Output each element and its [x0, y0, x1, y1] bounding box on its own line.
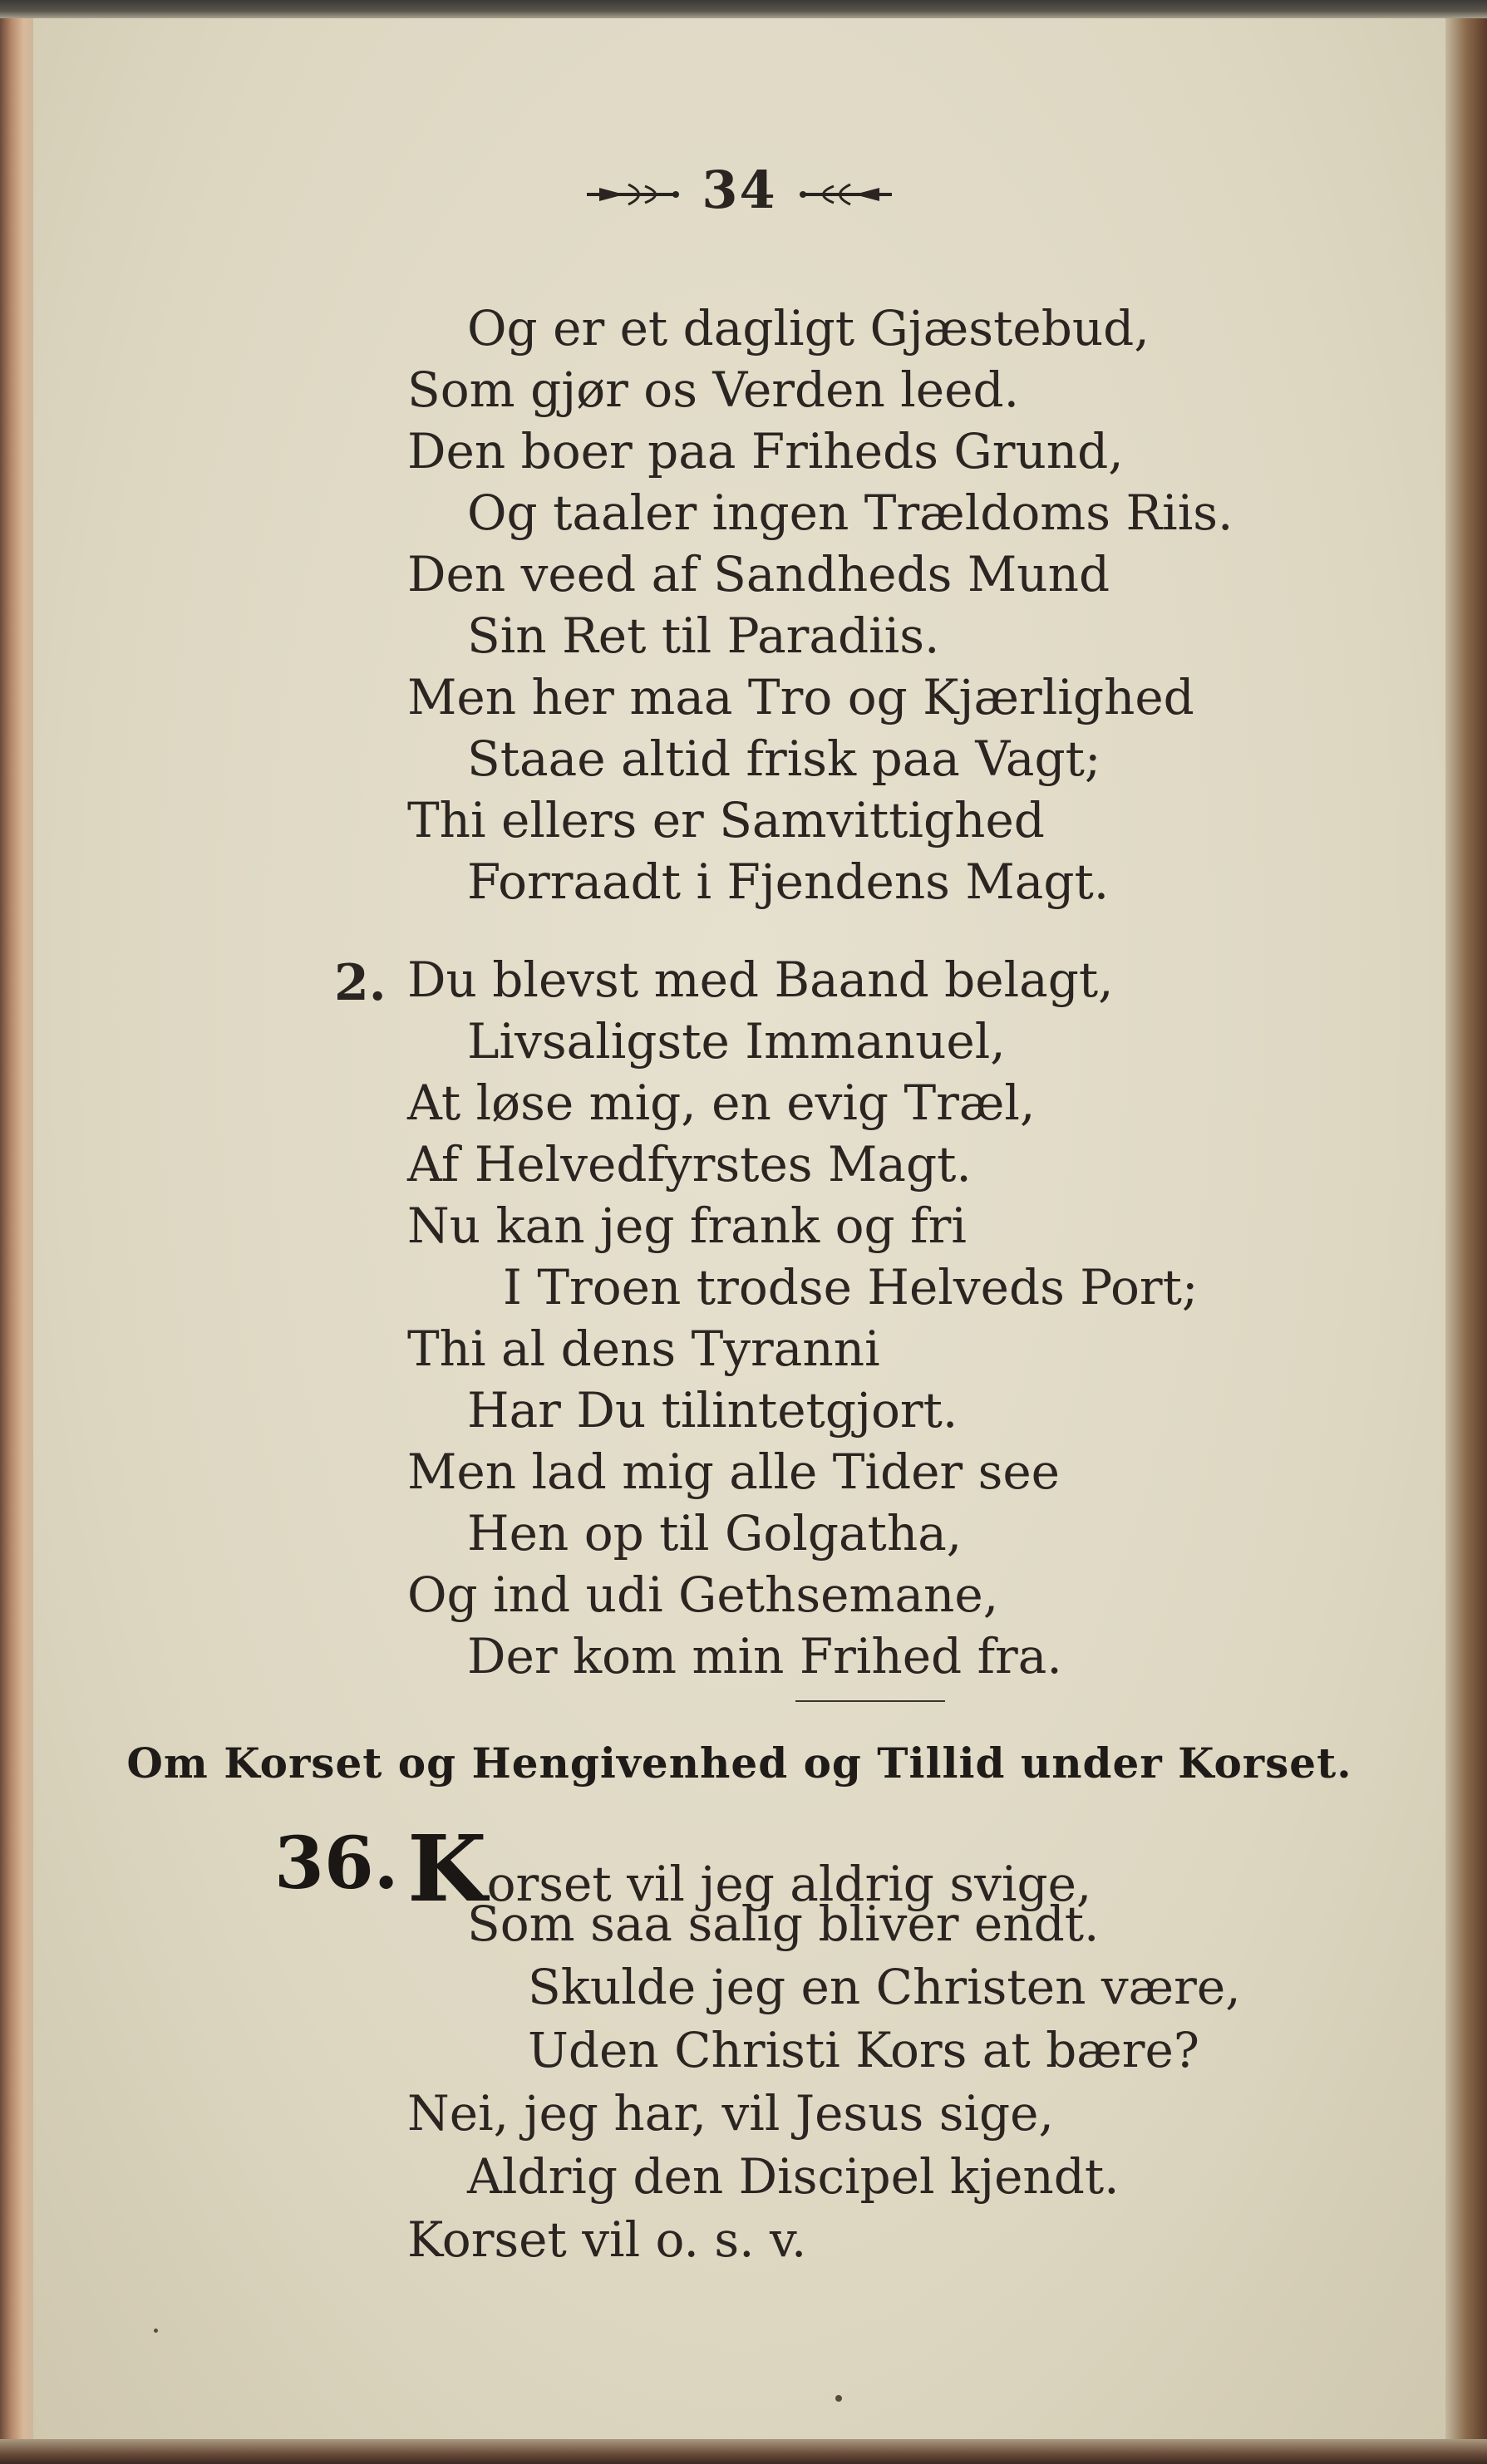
verse-line: Har Du tilintetgjort.	[467, 1382, 958, 1439]
verse-line: Den boer paa Friheds Grund,	[407, 423, 1124, 480]
page-header	[33, 160, 1445, 220]
verse-line: Staae altid frisk paa Vagt;	[467, 730, 1101, 787]
verse-line: Der kom min Frihed fra.	[467, 1628, 1062, 1684]
verse-line: Som gjør os Verden leed.	[407, 361, 1020, 418]
book-edge-left	[0, 0, 33, 2464]
verse-line: Korset vil o. s. v.	[407, 2211, 807, 2268]
paper-speck	[154, 2329, 158, 2333]
book-page	[33, 18, 1445, 2439]
verse-line: Sin Ret til Paradiis.	[467, 607, 940, 664]
page-number: 34	[702, 160, 777, 220]
verse-line: Men lad mig alle Tider see	[407, 1443, 1061, 1500]
verse-line: Aldrig den Discipel kjendt.	[467, 2148, 1120, 2205]
verse-line: Nei, jeg har, vil Jesus sige,	[407, 2085, 1054, 2142]
verse-line: Thi ellers er Samvittighed	[407, 792, 1045, 848]
book-edge-bottom	[0, 2439, 1487, 2464]
verse-line: Forraadt i Fjendens Magt.	[467, 853, 1110, 910]
verse-line: Skulde jeg en Christen være,	[528, 1959, 1241, 2015]
stanza-number: 2.	[334, 954, 387, 1012]
section-divider	[795, 1700, 945, 1702]
verse-line: Du blevst med Baand belagt,	[407, 952, 1114, 1008]
paper-speck	[835, 2395, 842, 2402]
verse-line: Livsaligste Immanuel,	[467, 1013, 1006, 1070]
verse-line: Uden Christi Kors at bære?	[528, 2022, 1199, 2078]
hymn-first-line-text: orset vil jeg aldrig svige,	[486, 1856, 1092, 1912]
verse-line: Thi al dens Tyranni	[407, 1321, 880, 1377]
verse-line: Som saa salig bliver endt.	[467, 1896, 1100, 1952]
verse-line: Og er et dagligt Gjæstebud,	[467, 300, 1150, 357]
right-ornament-icon	[796, 178, 896, 211]
verse-line: Af Helvedfyrstes Magt.	[407, 1136, 972, 1193]
verse-line: At løse mig, en evig Træl,	[407, 1075, 1036, 1131]
verse-line: I Troen trodse Helveds Port;	[503, 1259, 1199, 1316]
left-ornament-icon	[583, 178, 682, 211]
verse-line: Nu kan jeg frank og fri	[407, 1198, 967, 1254]
book-edge-right	[1445, 0, 1487, 2464]
verse-line: Den veed af Sandheds Mund	[407, 546, 1110, 602]
book-edge-top	[0, 0, 1487, 18]
verse-line: Hen op til Golgatha,	[467, 1505, 963, 1562]
verse-line: Men her maa Tro og Kjærlighed	[407, 669, 1194, 725]
hymn-number: 36.	[274, 1822, 399, 1906]
section-heading: Om Korset og Hengivenhed og Tillid under Korset.	[126, 1739, 1352, 1788]
verse-line: Og ind udi Gethsemane,	[407, 1566, 999, 1623]
verse-line: Og taaler ingen Trældoms Riis.	[467, 484, 1233, 541]
drop-cap: K	[407, 1815, 487, 1922]
